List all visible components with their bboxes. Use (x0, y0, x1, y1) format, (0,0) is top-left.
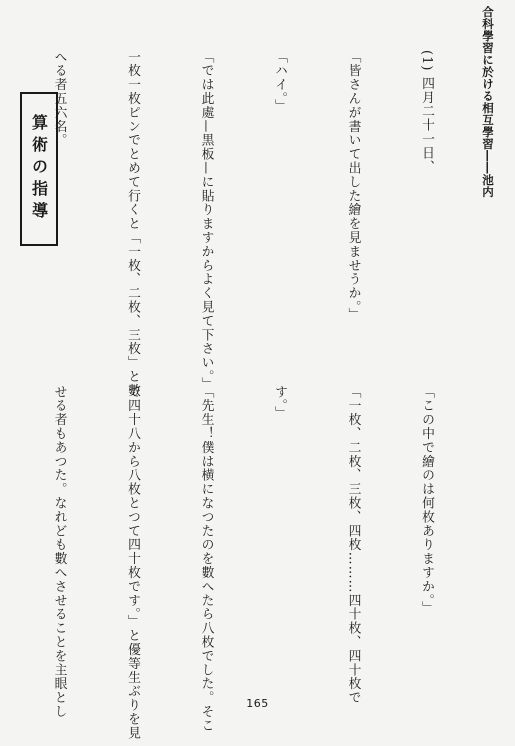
running-header: 合科學習に於ける相互學習――池内 (481, 6, 495, 198)
section-title-box (20, 92, 58, 246)
text-line: 「先生！僕は横になつたのを數へたら八枚でした。そこ (198, 385, 214, 733)
text-line: (1) 四月二十一日、 (419, 50, 434, 174)
text-line: 「一枚、二枚、三枚、四枚………四十枚、四十枚で (345, 385, 361, 705)
text-line: で四十八から八枚とつて四十枚です。」と優等生ぶりを見 (125, 385, 140, 740)
page-number: 165 (246, 697, 269, 710)
text-line: 「皆さんが書いて出した繪を見ませうか。」 (345, 50, 361, 322)
text-line: 「では此處—黒板—に貼りますからよく見て下さい。」 (198, 50, 214, 392)
section-title: 算術の指導 (29, 114, 49, 224)
text-line: 「ハイ。」 (272, 50, 287, 114)
text-line: す。」 (272, 385, 287, 421)
text-line: せる者もあつた。なれども數へさせることを主眼とし (51, 385, 67, 719)
text-line: 一枚一枚ピンでとめて行くと「一枚、二枚、三枚」と數 (125, 50, 140, 398)
upper-text-block (0, 50, 487, 398)
text-line: へる者五六名。 (51, 50, 67, 148)
text-line: 「この中で繪のは何枚ありますか。」 (419, 385, 434, 615)
